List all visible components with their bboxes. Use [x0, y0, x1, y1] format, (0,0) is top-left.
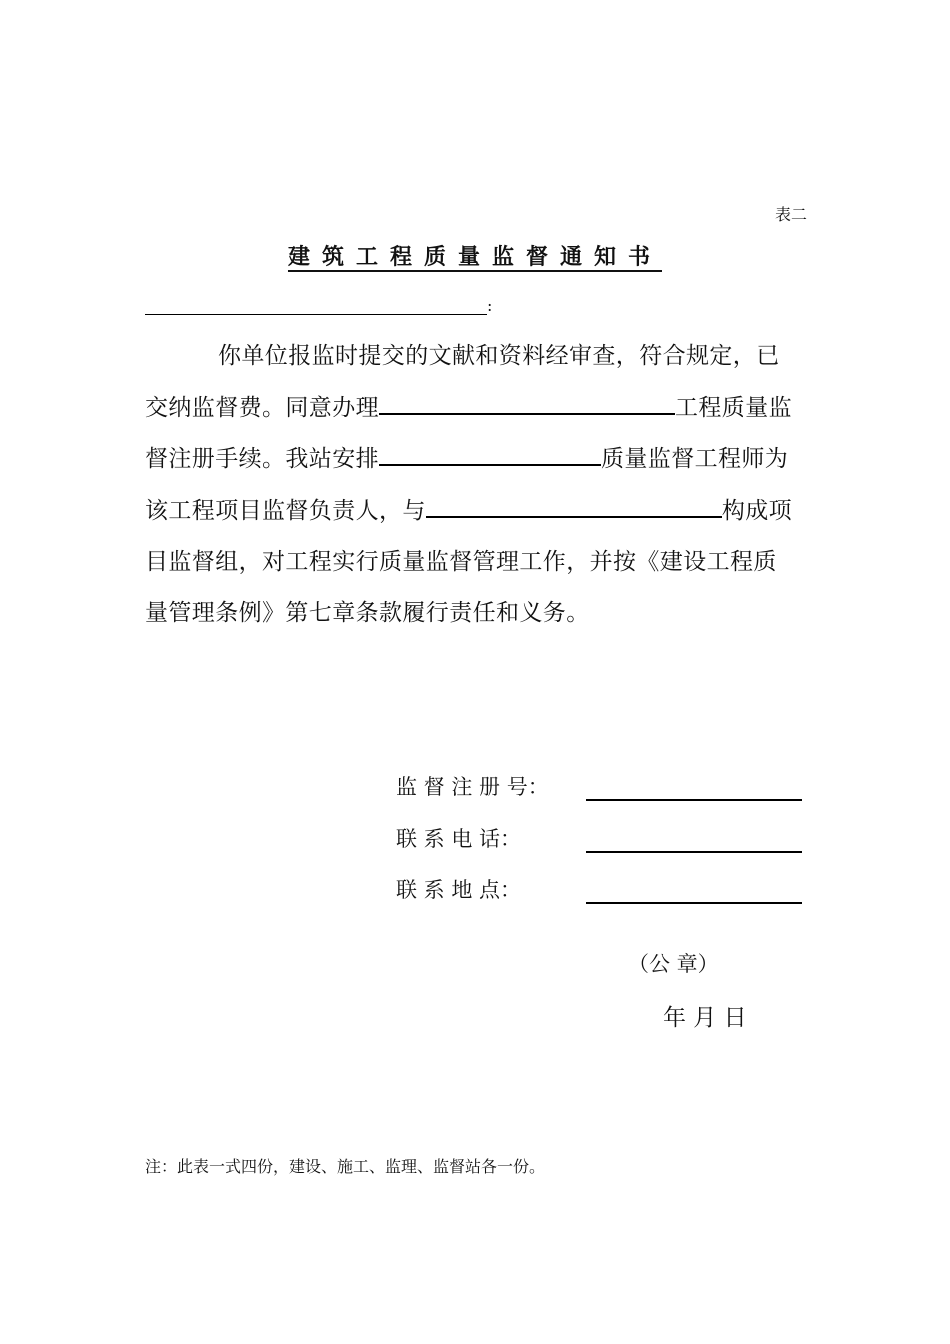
contact-phone-label: 联 系 电 话： — [396, 827, 522, 851]
body-line-3-start: 督注册手续。我站安排 — [145, 446, 379, 472]
body-line-4-end: 构成项 — [721, 498, 793, 524]
team-members-blank[interactable] — [426, 492, 722, 518]
addressee-line — [145, 296, 492, 315]
contact-phone-blank[interactable] — [586, 829, 802, 853]
official-seal-label: （公 章） — [628, 952, 719, 976]
body-line-5: 目监督组，对工程实行质量监督管理工作，并按《建设工程质 — [145, 549, 777, 575]
body-line-2-start: 交纳监督费。同意办理 — [145, 395, 379, 421]
body-line-3 — [145, 440, 788, 473]
body-line-6: 量管理条例》第七章条款履行责任和义务。 — [145, 600, 590, 626]
date-line: 年 月 日 — [663, 1005, 747, 1031]
page-title: 建筑工程质量监督通知书 — [287, 245, 662, 270]
registration-number-row — [396, 771, 802, 801]
body-line-2 — [145, 389, 792, 422]
body-line-4-start: 该工程项目监督负责人，与 — [145, 498, 426, 524]
body-line-4 — [145, 492, 792, 525]
contact-address-label: 联 系 地 点： — [396, 878, 522, 902]
table-number: 表二 — [774, 205, 807, 224]
addressee-blank[interactable] — [145, 296, 487, 315]
contact-address-blank[interactable] — [586, 880, 802, 904]
registration-number-blank[interactable] — [586, 777, 802, 801]
contact-phone-row — [396, 823, 802, 853]
body-line-3-end: 质量监督工程师为 — [601, 446, 789, 472]
body-line-1: 你单位报监时提交的文献和资料经审查，符合规定，已 — [218, 343, 780, 369]
body-line-2-end: 工程质量监 — [675, 395, 792, 421]
contact-address-row — [396, 874, 802, 904]
registration-number-label: 监 督 注 册 号： — [396, 775, 549, 799]
addressee-colon: : — [487, 296, 493, 315]
project-name-blank[interactable] — [379, 389, 675, 415]
footnote: 注：此表一式四份，建设、施工、监理、监督站各一份。 — [145, 1157, 546, 1176]
engineer-name-blank[interactable] — [379, 440, 601, 466]
